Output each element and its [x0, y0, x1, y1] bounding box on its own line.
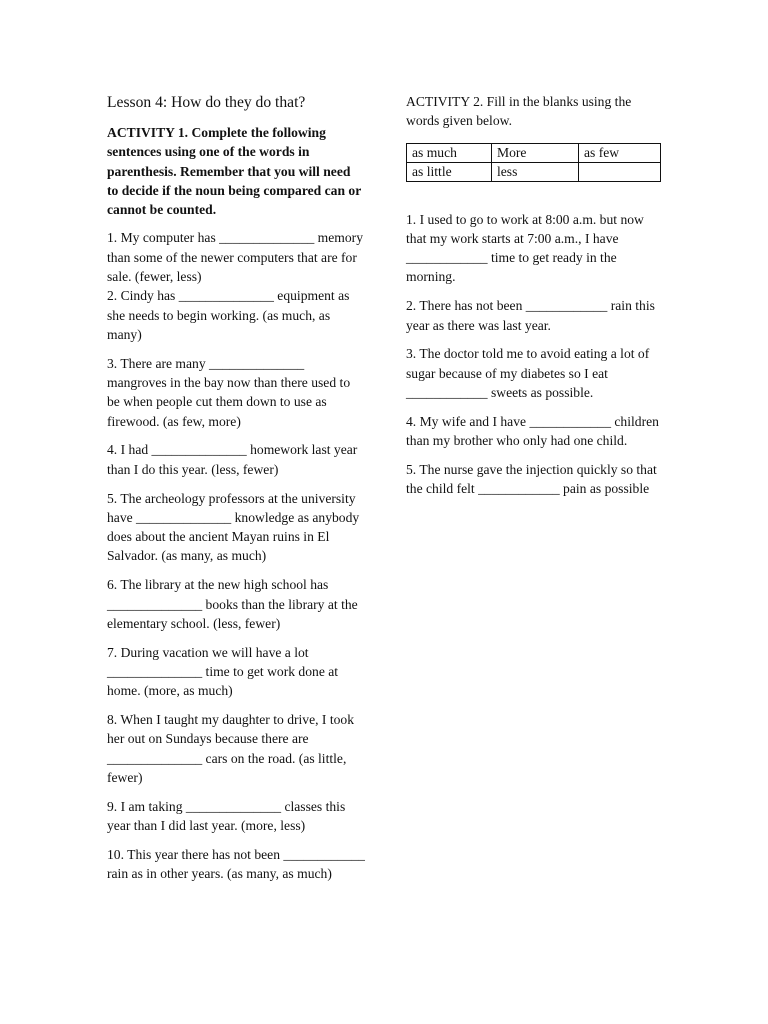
word-bank-cell: as much — [407, 143, 492, 162]
activity-2-instructions: ACTIVITY 2. Fill in the blanks using the words given below. — [406, 94, 632, 129]
activity-2-question-2: 2. There has not been ____________ rain this year as there was last year. — [406, 298, 655, 333]
activity-2-question-4: 4. My wife and I have ____________ children than my brother who only had one child. — [406, 413, 659, 449]
activity-2-question-3: 3. The doctor told me to avoid eating a lot of sugar because of my diabetes so I eat ____________ sweets as possible. — [406, 346, 650, 400]
activity-2-question-5: 5. The nurse gave the injection quickly so that the child felt ____________ pain as possible — [406, 461, 657, 497]
right-column — [406, 92, 662, 508]
word-bank-cell: less — [492, 162, 579, 181]
activity-1-question-8: 8. When I taught my daughter to drive, I took her out on Sundays because there are ______________ cars on the road. (as little, fewer) — [107, 712, 355, 785]
activity-1-question-10: 10. This year there has not been ____________ rain as in other years. (as many, as much) — [107, 846, 365, 882]
activity-1-instructions: ACTIVITY 1. Complete the following sentences using one of the words in parenthesis. Remember that you will need to decide if the noun being compared can or cannot be counted. — [107, 125, 362, 218]
activity-1-question-1: 1. My computer has ______________ memory than some of the newer computers that are for sale. (fewer, less) — [107, 230, 363, 285]
word-bank-row — [407, 143, 661, 162]
activity-1-question-9: 9. I am taking ______________ classes this year than I did last year. (more, less) — [107, 798, 346, 833]
activity-1-question-2: 2. Cindy has ______________ equipment as she needs to begin working. (as much, as many) — [107, 288, 350, 342]
word-bank-cell — [579, 162, 661, 181]
activity-2-question-1: 1. I used to go to work at 8:00 a.m. but now that my work starts at 7:00 a.m., I have ____________ time to get ready in the morning. — [406, 211, 644, 285]
word-bank-table — [406, 143, 661, 182]
word-bank-row — [407, 162, 661, 181]
activity-1-question-5: 5. The archeology professors at the university have ______________ knowledge as anybody does about the ancient Mayan ruins in El Salvador. (as many, as much) — [107, 490, 360, 564]
activity-1-question-3: 3. There are many ______________ mangroves in the bay now than there used to be when people cut them down to use as firewood. (as few, more) — [107, 355, 351, 429]
lesson-title: Lesson 4: How do they do that? — [107, 94, 306, 111]
word-bank-cell: as little — [407, 162, 492, 181]
activity-1-question-4: 4. I had ______________ homework last year than I do this year. (less, fewer) — [107, 442, 358, 477]
left-column — [107, 92, 365, 893]
word-bank-cell: as few — [579, 143, 661, 162]
activity-1-question-7: 7. During vacation we will have a lot ______________ time to get work done at home. (more, as much) — [107, 644, 339, 699]
word-bank-cell: More — [492, 143, 579, 162]
activity-1-question-6: 6. The library at the new high school has ______________ books than the library at the elementary school. (less, fewer) — [107, 577, 358, 631]
